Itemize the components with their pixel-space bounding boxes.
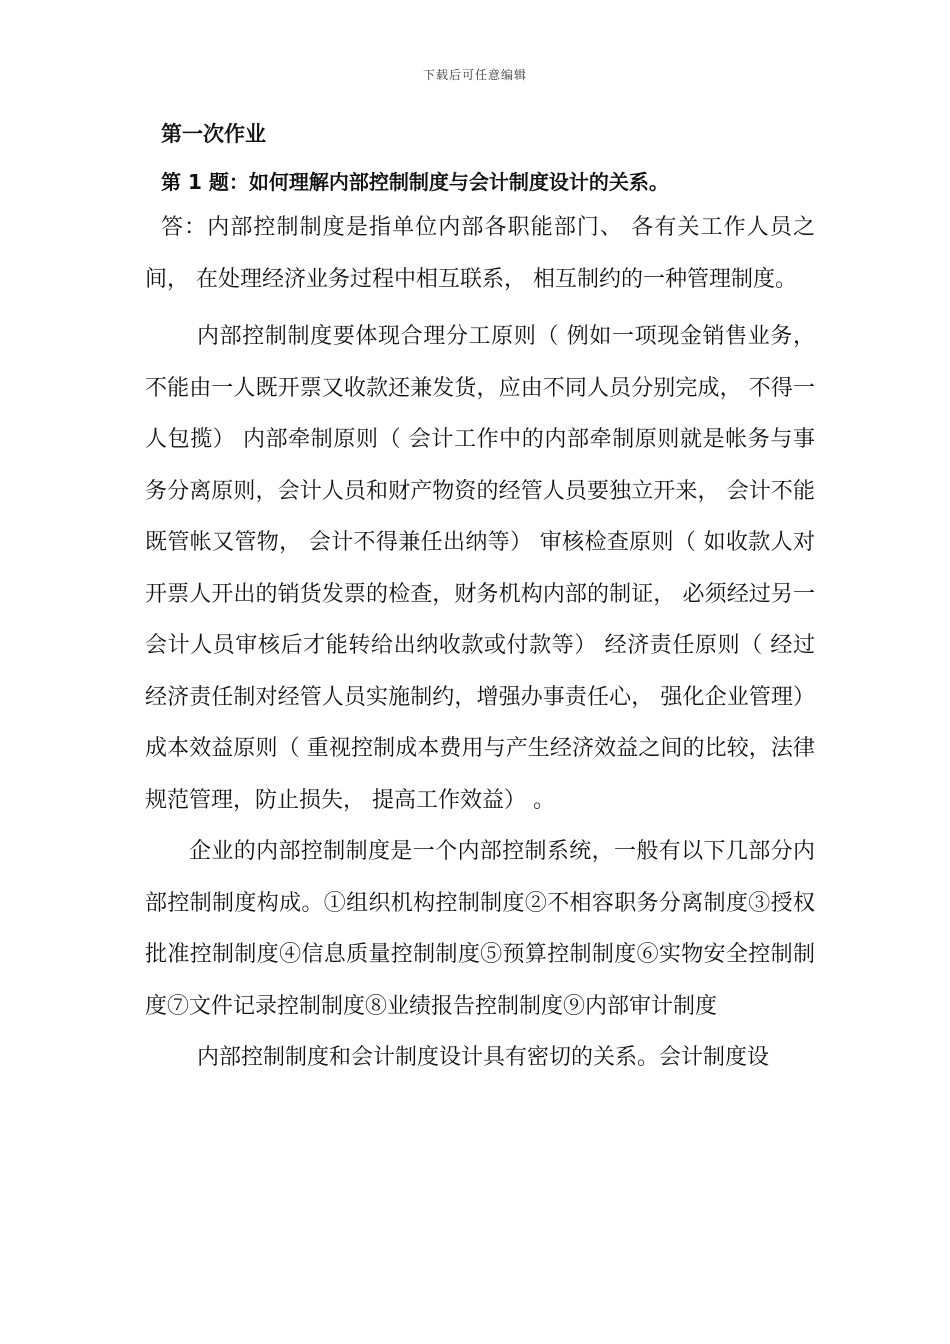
answer-paragraph: 答：内部控制制度是指单位内部各职能部门、 各有关工作人员之间， 在处理经济业务过程中相互联系， 相互制约的一种管理制度。 <box>145 215 815 292</box>
document-title: 第一次作业 <box>161 122 266 146</box>
system-components-paragraph: 企业的内部控制制度是一个内部控制系统，一般有以下几部分内部控制制度构成。①组织机构控制制度②不相容职务分离制度③授权批准控制制度④信息质量控制制度⑤预算控制制度⑥实物安全控制制度⑦文件记录控制制度⑧业绩报告控制制度⑨内部审计制度 <box>145 839 815 1019</box>
document-body <box>145 114 815 1084</box>
question-heading: 第 1 题：如何理解内部控制制度与会计制度设计的关系。 <box>161 170 669 194</box>
page-header-note: 下载后可任意编辑 <box>422 68 527 82</box>
principles-paragraph: 内部控制制度要体现合理分工原则（ 例如一项现金销售业务， 不能由一人既开票又收款还兼发货，应由不同人员分别完成， 不得一人包揽） 内部牵制原则（ 会计工作中的内部牵制原则就是帐务与事务分离原则，会计人员和财产物资的经管人员要独立开来， 会计不能既管帐又管物， 会计不得兼任出纳等） 审核检查原则（ 如收款人对开票人开出的销货发票的检查，财务机构内部的制证， 必须经过另一会计人员审核后才能转给出纳收款或付款等） 经济责任原则（ 经过经济责任制对经管人员实施制约，增强办事责任心， 强化企业管理） 成本效益原则（ 重视控制成本费用与产生经济效益之间的比较，法律规范管理，防止损失， 提高工作效益） 。 <box>145 324 815 813</box>
relationship-paragraph: 内部控制制度和会计制度设计具有密切的关系。会计制度设 <box>197 1045 770 1070</box>
